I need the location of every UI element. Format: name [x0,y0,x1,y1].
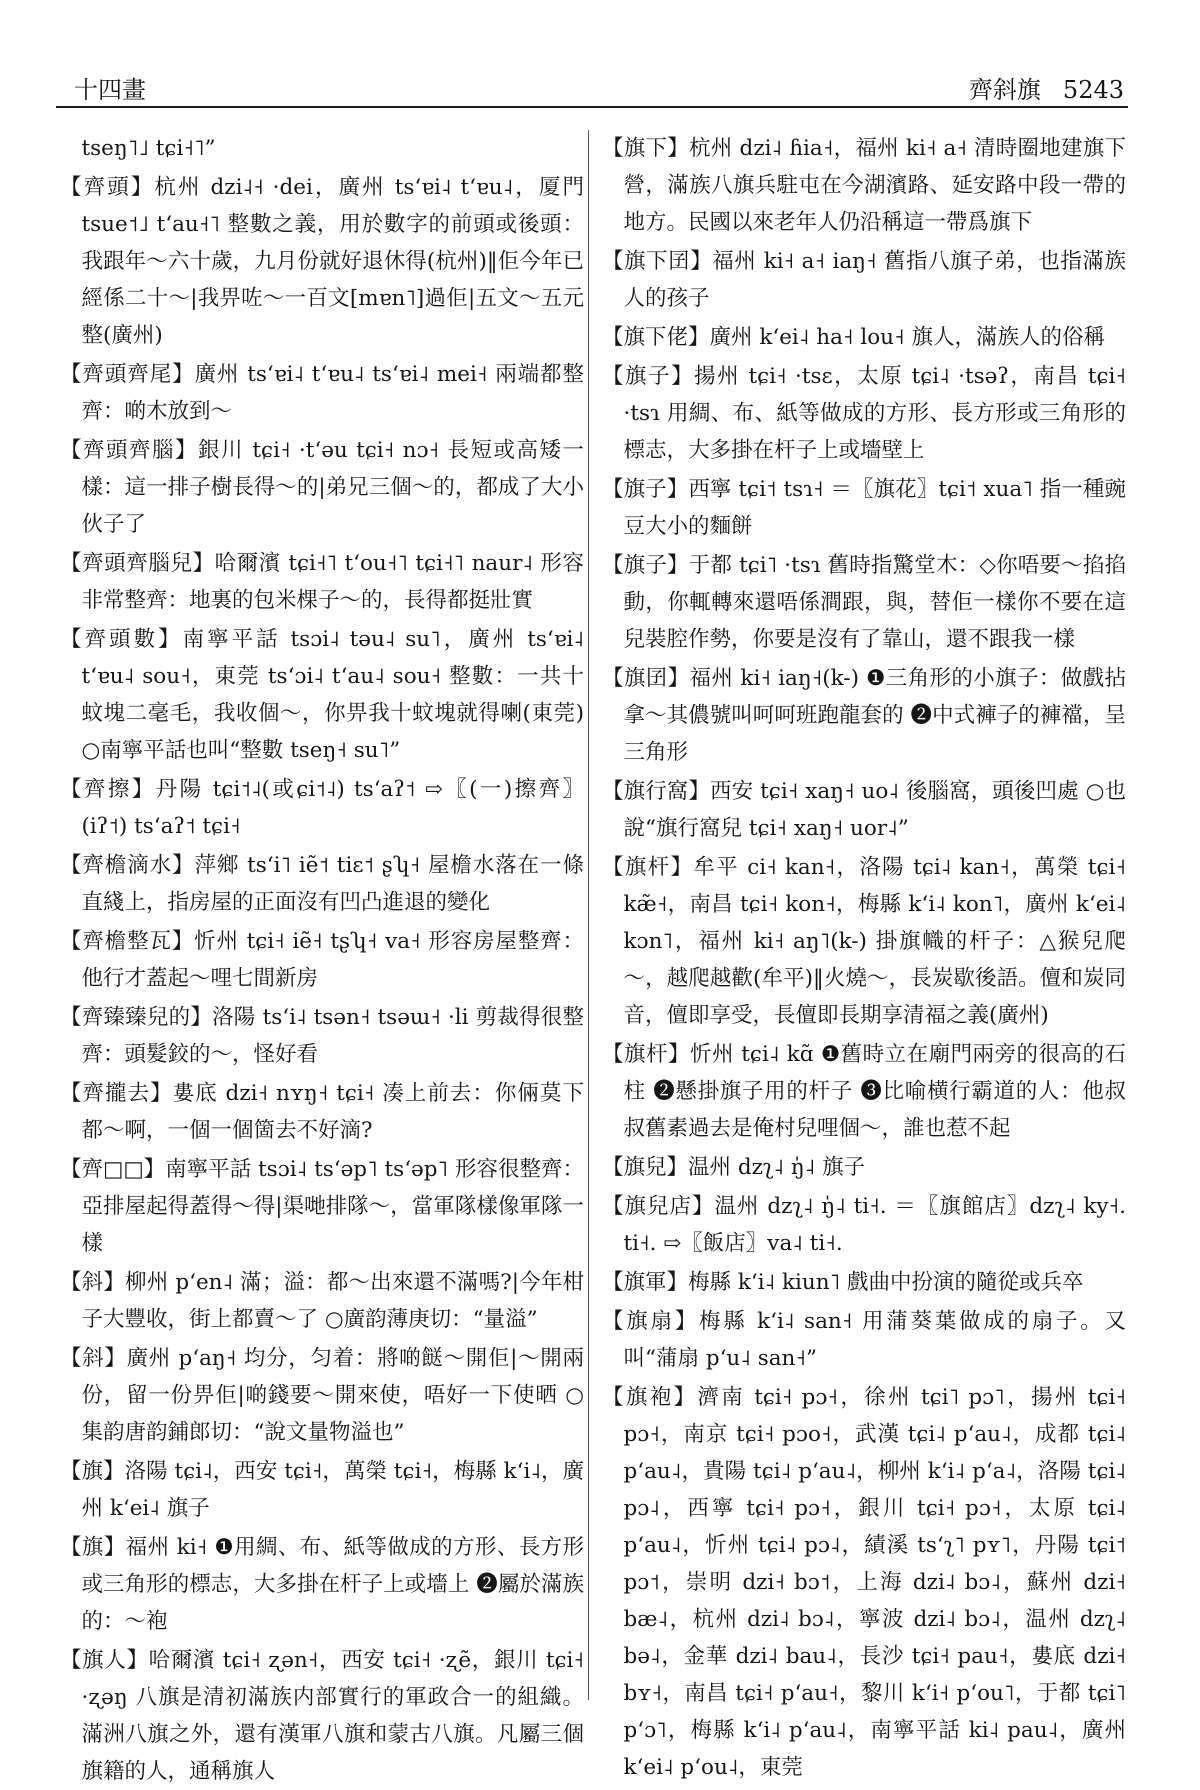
dictionary-entry: 【齊檐整瓦】忻州 tɕi˧ iẽ˧ tʂʮ˧ va˧ 形容房屋整齊：他行才蓋起～哩七間新房 [60,929,584,991]
section-title: 十四畫 [74,76,146,104]
dictionary-entry: 【齊檐滴水】萍鄉 tsʻi˥ iẽ˦ tiɛ˦ ʂʮ˧ 屋檐水落在一條直綫上，指房屋的正面沒有凹凸進退的變化 [60,853,584,915]
dictionary-entry: 【齊攏去】婁底 dzi˧ nʏŋ˧ tɕi˧ 凑上前去：你倆莫下都～啊，一個一個箇去不好滴? [60,1081,584,1143]
dictionary-entry: 【斜】廣州 pʻaŋ˧ 均分，匀着：將啲餸～開佢|～開兩份，留一份畀佢|啲錢要～開來使，唔好一下使晒 ○集韵唐韵鋪郎切：“說文量物溢也” [60,1346,584,1445]
dictionary-entry: 【旗囝】福州 ki˧ iaŋ˧(k-) ❶三角形的小旗子：做戲拈拿～其儂號叫呵呵班跑龍套的 ❷中式褲子的褲襠，呈三角形 [602,666,1126,765]
dictionary-entry: 【齊□□】南寧平話 tsɔi˨ tsʻəp˥ tsʻəp˥ 形容很整齊：亞排屋起得蓋得～得|渠哋排隊～，當軍隊樣像軍隊一樣 [60,1157,584,1256]
dictionary-entry: 【旗袍】濟南 tɕi˧ pɔ˧，徐州 tɕi˥ pɔ˥，揚州 tɕi˧ pɔ˧，南京 tɕi˧ pɔo˧，武漢 tɕi˨ pʻau˨，成都 tɕi˨ pʻau˨，貴陽 tɕi˨ pʻau˨，柳州 kʻi˨ pʻa˨，洛陽 tɕi˨ pɔ˨，西寧 tɕi˧ pɔ˧，銀川 tɕi˧ pɔ˧，太原 tɕi˨ pʻau˨，忻州 tɕi˨ pɔ˨，績溪 tsʻʅ˥ pʏ˥，丹陽 tɕi˦ pɔ˦，崇明 dzi˧ bɔ˦，上海 dzi˨ bɔ˨，蘇州 dzi˧ bæ˨，杭州 dzi˨ bɔ˨，寧波 dzi˨ bɔ˨，温州 dzʅ˨ bə˨，金華 dzi˨ bau˨，長沙 tɕi˧ pau˧，婁底 dzi˧ bʏ˧，南昌 tɕi˧ pʻau˧，黎川 kʻi˧ pʻou˥，于都 tɕi˥ pʻɔ˥，梅縣 kʻi˨ pʻau˨，南寧平話 ki˨ pau˨，廣州 kʻei˨ pʻou˨，東莞 [602,1385,1126,1780]
dictionary-entry: 【齊頭數】南寧平話 tsɔi˨ təu˨ su˥，廣州 tsʻɐi˨ tʻɐu˨ sou˧，東莞 tsʻɔi˨ tʻau˨ sou˧ 整數：一共十蚊塊二毫毛，我收個～，你畀我十蚊塊就得喇(東莞) ○南寧平話也叫“整數 tseŋ˧ su˥” [60,627,584,763]
dictionary-entry: 【齊頭齊腦】銀川 tɕi˧ ·tʻəu tɕi˧ nɔ˧ 長短或高矮一樣：這一排子樹長得～的|弟兄三個～的，都成了大小伙子了 [60,438,584,537]
headword-range: 齊斜旗 [968,76,1041,104]
dictionary-entry: 【齊頭齊尾】廣州 tsʻɐi˨ tʻɐu˨ tsʻɐi˨ mei˧ 兩端都整齊：啲木放到～ [60,362,584,424]
dictionary-entry: 【旗下佬】廣州 kʻei˨ ha˧ lou˧ 旗人，滿族人的俗稱 [602,325,1105,350]
dictionary-entry: 【旗】福州 ki˧ ❶用綢、布、紙等做成的方形、長方形或三角形的標志，大多掛在杆子上或墻上 ❷屬於滿族的：～袍 [60,1535,584,1634]
page-number: 5243 [1062,76,1124,104]
dictionary-entry: 【齊頭】杭州 dzi˨˧ ·dei，廣州 tsʻɐi˨ tʻɐu˨，厦門 tsue˦˩ tʻau˧˥ 整數之義，用於數字的前頭或後頭：我跟年～六十歲，九月份就好退休得(杭州)‖佢今年已經係二十～|我畀咗～一百文[mɐn˥]過佢|五文～五元整(廣州) [60,175,584,348]
header-rule [56,106,1128,108]
dictionary-entry: 【旗子】于都 tɕi˥ ·tsɿ 舊時指驚堂木：◇你唔要～掐掐動，你輒轉來還唔係澗跟，與，替佢一樣你不要在這兒裝腔作勢，你要是沒有了靠山，還不跟我一樣 [602,553,1126,652]
dictionary-entry: 【旗杆】忻州 tɕi˨ kɑ̃ ❶舊時立在廟門兩旁的很高的石柱 ❷懸掛旗子用的杆子 ❸比喻横行霸道的人：他叔叔舊素過去是俺村兒哩個～，誰也惹不起 [602,1042,1126,1141]
dictionary-entry: 【旗杆】牟平 ci˧ kan˧，洛陽 tɕi˨ kan˧，萬榮 tɕi˧ kæ̃˧，南昌 tɕi˧ kon˧，梅縣 kʻi˨ kon˥，廣州 kʻei˨ kɔn˥，福州 ki˧ aŋ˥(k-) 掛旗幟的杆子：△猴兒爬～，越爬越歡(牟平)‖火燒～，長炭歇後語。儃和炭同音，儃即享受，長儃即長期享清福之義(廣州) [602,855,1126,1028]
dictionary-entry: 【齊臻臻兒的】洛陽 tsʻi˨ tsən˧ tsəɯ˧ ·li 剪裁得很整齊：頭髮鉸的～，怪好看 [60,1005,584,1067]
dictionary-entry: 【旗子】揚州 tɕi˧ ·tsɛ，太原 tɕi˨ ·tsəʔ，南昌 tɕi˧ ·tsɿ 用綢、布、紙等做成的方形、長方形或三角形的標志，大多掛在杆子上或墻壁上 [602,364,1126,463]
page-header [74,70,1124,110]
dictionary-entry: 【齊頭齊腦兒】哈爾濱 tɕi˧˥ tʻou˧˥ tɕi˧˥ naur˨ 形容非常整齊：地裏的包米棵子～的，長得都挺壯實 [60,551,584,613]
dictionary-entry: 【旗兒】温州 dzʅ˨ ŋ̍˨ 旗子 [602,1155,866,1180]
dictionary-entry: 【旗人】哈爾濱 tɕi˧ ʐən˧，西安 tɕi˧ ·ʐẽ，銀川 tɕi˧ ·ʐəŋ 八旗是清初滿族内部實行的軍政合一的組織。滿洲八旗之外，還有漢軍八旗和蒙古八旗。凡屬三個旗籍的人，通稱旗人 [60,1648,584,1784]
dictionary-entry: 【旗下囝】福州 ki˧ a˧ iaŋ˧ 舊指八旗子弟，也指滿族人的孩子 [602,249,1126,311]
dictionary-entry: 【齊擦】丹陽 tɕi˦˨(或ɕi˦˨) tsʻaʔ˦ ⇨〖(一)擦齊〗(iʔ˦) tsʻaʔ˦ tɕi˧ [60,777,584,839]
dictionary-entry: 【旗軍】梅縣 kʻi˨ kiun˥ 戲曲中扮演的隨從或兵卒 [602,1270,1084,1295]
dictionary-entry: 【旗兒店】温州 dzʅ˨ ŋ̍˨ ti˧. ＝〖旗館店〗dzʅ˨ ky˧. ti˧. ⇨〖飯店〗va˨ ti˧. [602,1194,1126,1256]
column-divider [588,130,589,1700]
continued-entry: tseŋ˥˩ tɕi˧˥” [81,136,216,161]
dictionary-entry: 【旗子】西寧 tɕi˦ tsɿ˧ ＝〖旗花〗tɕi˦ xua˥ 指一種豌豆大小的麵餅 [602,477,1126,539]
dictionary-entry: 【斜】柳州 pʻen˨ 滿；溢：都～出來還不滿嗎?|今年柑子大豐收，街上都賣～了 ○廣韵薄庚切：“量溢” [60,1270,584,1332]
right-column [602,130,1126,1780]
dictionary-entry: 【旗扇】梅縣 kʻi˨ san˧ 用蒲葵葉做成的扇子。又叫“蒲扇 pʻu˨ san˧” [602,1309,1126,1371]
dictionary-entry: 【旗】洛陽 tɕi˨，西安 tɕi˧，萬榮 tɕi˧，梅縣 kʻi˨，廣州 kʻei˨ 旗子 [60,1459,584,1521]
left-column [60,130,584,1784]
dictionary-entry: 【旗行窩】西安 tɕi˧ xaŋ˧ uo˨ 後腦窩，頭後凹處 ○也說“旗行窩兒 tɕi˧ xaŋ˧ uor˨” [602,779,1126,841]
header-right [969,70,1124,105]
dictionary-entry: 【旗下】杭州 dzi˨ ɦia˧，福州 ki˧ a˧ 清時圈地建旗下營，滿族八旗兵駐屯在今湖濱路、延安路中段一帶的地方。民國以來老年人仍沿稱這一帶爲旗下 [602,136,1126,235]
